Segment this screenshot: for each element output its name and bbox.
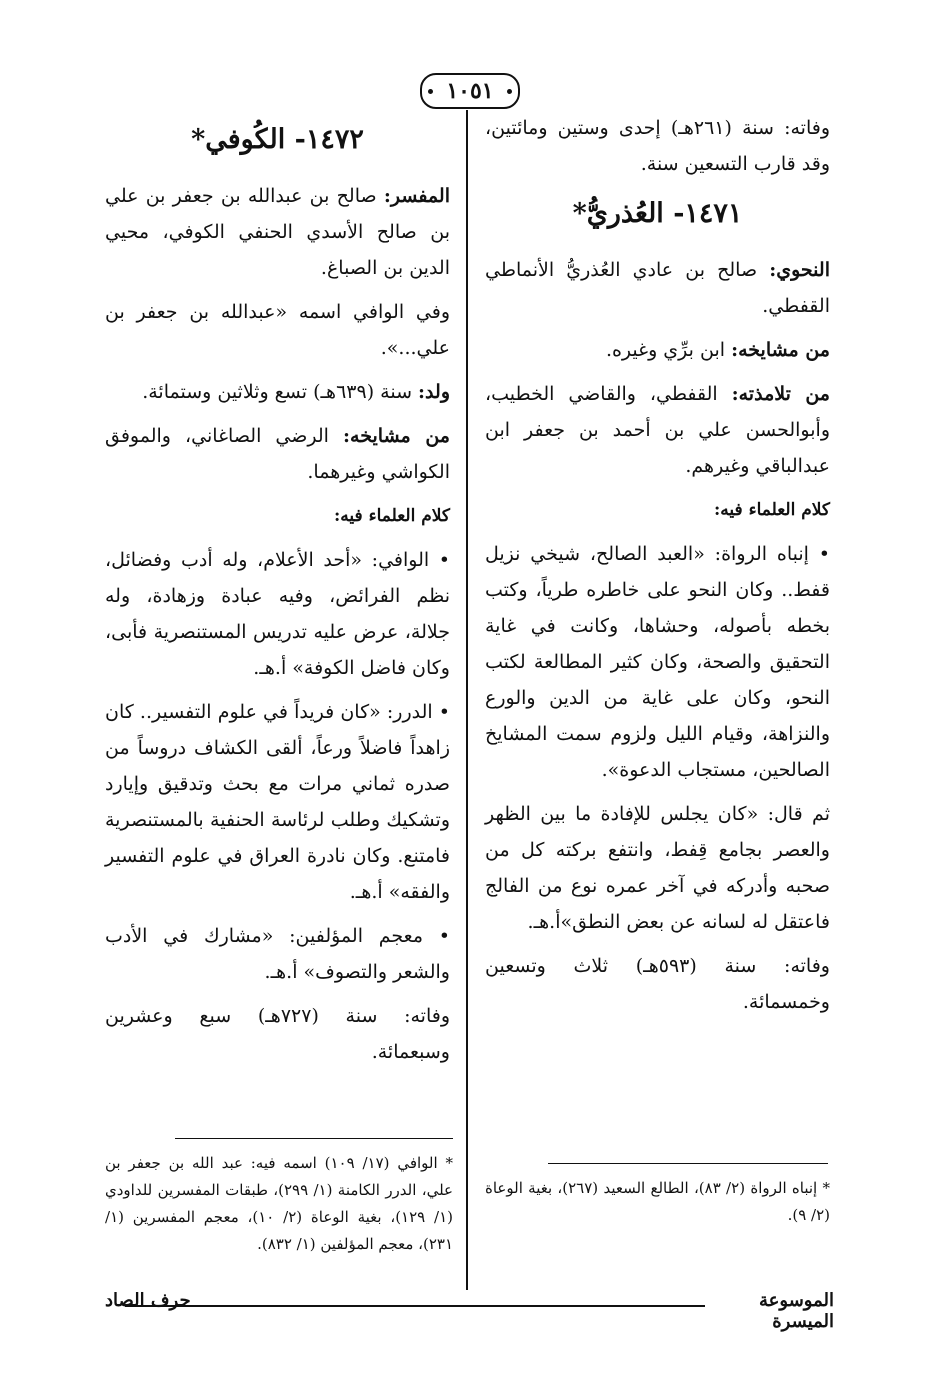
left-death: وفاته: سنة (٧٢٧هـ) سبع وعشرين وسبعمائة. bbox=[105, 1005, 450, 1063]
right-footnote: * إنباه الرواة (٢/ ٨٣)، الطالع السعيد (٢٦٧)، بغية الوعاة (٢/ ٩). bbox=[485, 1179, 830, 1224]
left-quote-2: • الدرر: «كان فريداً في علوم التفسير.. كان زاهداً فاضلاً ورعاً، ألقى الكشاف دروساً من صدره ثماني مرات مع بحث وتدقيق وإيارد وتشكيك وطلب لرئاسة الحنفية بالمستنصرية فامتنع. وكان نادرة العراق في علوم التفسير والفقه» أ.هـ. bbox=[105, 701, 450, 903]
right-column bbox=[485, 110, 830, 1028]
footer-book-title: الموسوعة الميسرة bbox=[759, 1290, 834, 1332]
left-column bbox=[105, 110, 450, 1078]
right-p1 bbox=[485, 252, 830, 324]
left-p1 bbox=[105, 178, 450, 286]
text: الرضي الصاغاني، والموفق الكواشي وغيرهما. bbox=[105, 425, 450, 483]
right-intro: وفاته: سنة (٢٦١هـ) إحدى وستين ومائتين، وقد قارب التسعين سنة. bbox=[485, 117, 830, 175]
label: من مشايخه: bbox=[343, 425, 450, 447]
right-quote-2: ثم قال: «كان يجلس للإفادة ما بين الظهر والعصر بجامع قِفط، وانتفع بركته كل من صحبه وأدركه في آخر عمره نوع من الفالج فاعتقل له لسانه عن بعض النطق»أ.هـ. bbox=[485, 803, 830, 933]
text: سنة (٦٣٩هـ) تسع وثلاثين وستمائة. bbox=[142, 381, 419, 403]
text: صالح بن عادي العُذريُّ الأنماطي القفطي. bbox=[485, 259, 830, 317]
entry-title-1471: ١٤٧١- العُذريُّ* bbox=[572, 198, 743, 229]
label: المفسر: bbox=[383, 185, 450, 207]
right-p2 bbox=[485, 332, 830, 368]
text: ابن برِّي وغيره. bbox=[605, 339, 732, 361]
column-divider bbox=[466, 110, 468, 1290]
text: القفطي، والقاضي الخطيب، وأبوالحسن علي بن أحمد بن جعفر ابن عبدالباقي وغيرهم. bbox=[485, 383, 830, 477]
right-footnote-rule bbox=[548, 1163, 828, 1164]
left-quote-1: • الوافي: «أحد الأعلام، وله أدب وفضائل، نظم الفرائض، وفيه عبادة وزهادة، وله جلالة، عرض عليه تدريس المستنصرية فأبى، وكان فاضل الكوفة» أ.هـ. bbox=[105, 549, 450, 679]
left-quote-3: • معجم المؤلفين: «مشارك في الأدب والشعر والتصوف» أ.هـ. bbox=[105, 925, 450, 983]
right-subheading: كلام العلماء فيه: bbox=[714, 500, 830, 520]
label: ولد: bbox=[418, 381, 450, 403]
label: من تلامذته: bbox=[731, 383, 830, 405]
right-death: وفاته: سنة (٥٩٣هـ) ثلاث وتسعين وخمسمائة. bbox=[485, 955, 830, 1013]
text: صالح بن عبدالله بن جعفر بن علي بن صالح الأسدي الحنفي الكوفي، محيي الدين بن الصباغ. bbox=[105, 185, 450, 279]
page-number: ١٠٥١ bbox=[420, 73, 520, 109]
label: النحوي: bbox=[769, 259, 830, 281]
right-quote-1: • إنباه الرواة: «العبد الصالح، شيخي نزيل قفط.. وكان النحو على خاطره طرياً، وكتب بخطه بأصوله، وحشاها، وكانت في غاية التحقيق والصحة، وكان كثير المطالعة لكتب النحو، وكان على غاية من الدين والورع والنزاهة، وقيام الليل ولزوم سمت المشايخ الصالحين، مستجاب الدعوة». bbox=[485, 543, 830, 781]
left-p4 bbox=[105, 418, 450, 490]
right-p3 bbox=[485, 376, 830, 484]
left-footnote-rule bbox=[175, 1138, 453, 1139]
entry-title-1472: ١٤٧٢- الكُوفي* bbox=[191, 124, 364, 155]
left-p3 bbox=[105, 374, 450, 410]
left-footnote: * الوافي (١٧/ ١٠٩) اسمه فيه: عبد الله بن جعفر بن علي، الدرر الكامنة (١/ ٢٩٩)، طبقات المفسرين للداودي (١/ ١٢٩)، بغية الوعاة (٢/ ١٠)، معجم المفسرين (١/ ٢٣١)، معجم المؤلفين (١/ ٨٣٢). bbox=[105, 1154, 454, 1253]
footer-chapter: حرف الصاد bbox=[105, 1290, 191, 1311]
left-p2: وفي الوافي اسمه «عبدالله بن جعفر بن علي...». bbox=[105, 301, 450, 359]
left-subheading: كلام العلماء فيه: bbox=[334, 506, 450, 526]
label: من مشايخه: bbox=[731, 339, 830, 361]
